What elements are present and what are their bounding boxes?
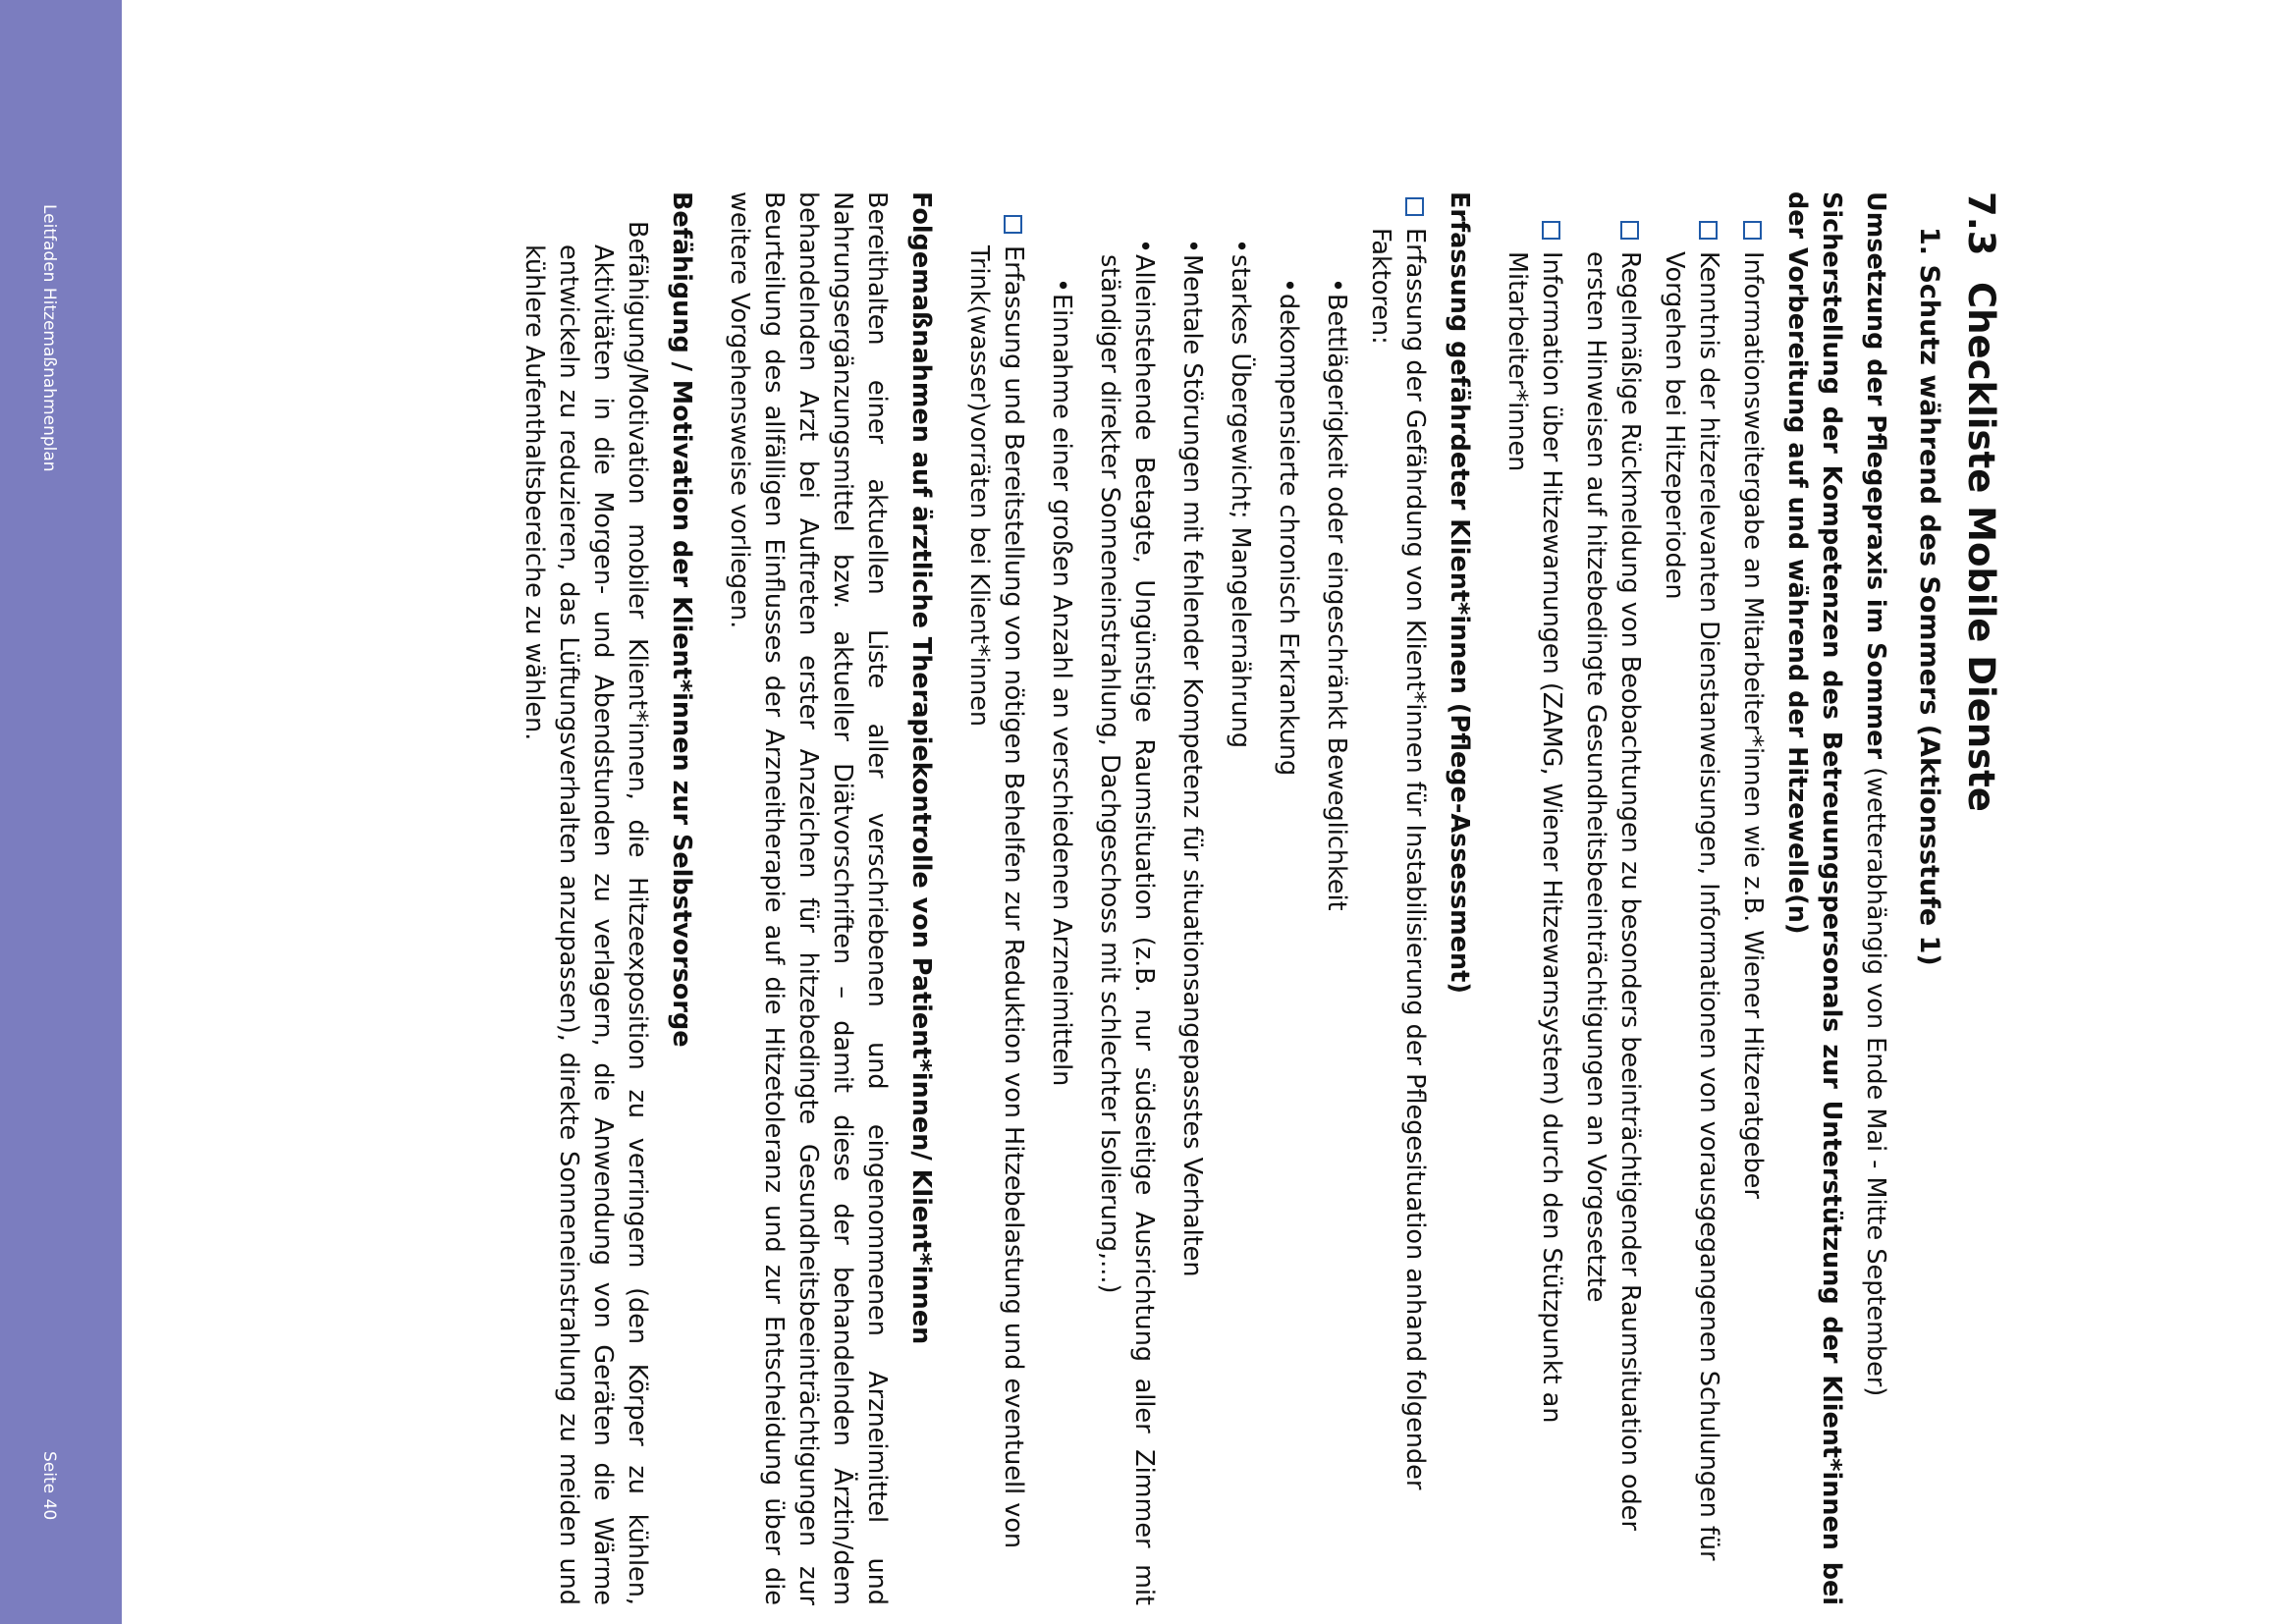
bullet-icon: • bbox=[1128, 239, 1159, 254]
subsection-title: 1. Schutz während des Sommers (Aktionsstufe 1) bbox=[1913, 227, 1944, 966]
bullet-icon: • bbox=[1046, 278, 1076, 294]
checklist-text: Regelmäßige Rückmeldung von Beobachtungen zu besonders beeinträchtigender Raumsituation oder ersten Hinweisen auf hitzebedingte Gesundheitsbeeinträchtigungen an Vorgesetzte bbox=[1580, 251, 1645, 1531]
checklist-text: Erfassung der Gefährdung von Klient*innen für Instabilisierung der Pflegesituation anhand folgender Faktoren: bbox=[1365, 228, 1430, 1490]
page-number: Seite 40 bbox=[39, 1451, 59, 1521]
bullet-icon: • bbox=[1321, 278, 1351, 294]
summer-line bbox=[1858, 191, 1892, 1605]
checklist-item bbox=[1363, 197, 1432, 1605]
checkbox-icon bbox=[1699, 221, 1718, 240]
bullet-item bbox=[1271, 278, 1305, 1605]
bullet-item bbox=[1319, 278, 1353, 1605]
bullet-item bbox=[1092, 239, 1161, 1605]
bullet-icon: • bbox=[1176, 239, 1207, 254]
checkbox-icon bbox=[1542, 221, 1560, 240]
risk-heading: Erfassung gefährdeter Klient*innen (Pflege-Assessment) bbox=[1444, 191, 1474, 995]
checklist-text: Erfassung und Bereitstellung von nötigen Behelfen zur Reduktion von Hitzebelastung und eventuell von Trink(wasser)vorräten bei Klient*innen bbox=[963, 245, 1028, 1549]
sidebar bbox=[0, 0, 122, 1624]
checkbox-icon bbox=[1620, 221, 1639, 240]
page-content bbox=[147, 191, 2003, 1605]
checklist-item bbox=[1657, 221, 1725, 1605]
bullet-icon: • bbox=[1273, 278, 1303, 294]
checklist-text: Kenntnis der hitzerelevanten Dienstanweisungen, Informationen von vorausgegangenen Schulungen für Vorgehen bei Hitzeperioden bbox=[1659, 251, 1723, 1561]
bullet-item bbox=[1223, 239, 1257, 1605]
bullet-text: dekompensierte chronisch Erkrankung bbox=[1273, 294, 1303, 777]
checklist-item bbox=[1735, 221, 1770, 1605]
checkbox-icon bbox=[1405, 197, 1424, 216]
checklist-text: Informationsweitergabe an Mitarbeiter*innen wie z.B. Wiener Hitzeratgeber bbox=[1737, 251, 1768, 1199]
bullet-text: Einnahme einer großen Anzahl an verschiedenen Arzneimitteln bbox=[1046, 294, 1076, 1087]
bullet-text: Alleinstehende Betagte, Ungünstige Raumsituation (z.B. nur südseitige Ausrichtung aller Zimmer mit ständiger direkter Sonneneinstrahlung, Dachgeschoss mit schlechter Isolierung,...) bbox=[1094, 254, 1159, 1605]
checklist-item bbox=[1578, 221, 1647, 1605]
bullet-text: Mentale Störungen mit fehlender Kompetenz für situationsangepasstes Verhalten bbox=[1176, 254, 1207, 1277]
competence-heading: Sicherstellung der Kompetenzen des Betreuungspersonals zur Unterstützung der Klient*innen bei der Vorbereitung auf und während der Hitzewelle(n) bbox=[1781, 191, 1846, 1605]
checkbox-icon bbox=[1004, 215, 1022, 234]
bullet-icon: • bbox=[1225, 239, 1255, 254]
checklist-text: Information über Hitzewarnungen (ZAMG, Wiener Hitzewarnsystem) durch den Stützpunkt an Mitarbeiter*innen bbox=[1502, 251, 1566, 1424]
bullet-item bbox=[1174, 239, 1209, 1605]
therapy-heading: Folgemaßnahmen auf ärztliche Therapiekontrolle von Patient*innen/ Klient*innen bbox=[905, 191, 936, 1345]
selfcare-heading: Befähigung / Motivation der Klient*innen zur Selbstvorsorge bbox=[666, 191, 696, 1048]
therapy-text: Bereithalten einer aktuellen Liste aller verschriebenen und eingenommenen Arzneimittel und Nahrungsergänzungsmittel bzw. aktueller Diätvorschriften – damit diese der behandelnden Ärztin/dem behandelnden Arzt bei Auftreten erster Anzeichen für hitzebedingte Gesundheitsbeeinträchtigungen zur Beurteilung des allfälligen Einflusses der Arzneitherapie auf die Hitzetoleranz und zur Entscheidung über die weitere Vorgehensweise vorliegen. bbox=[724, 191, 892, 1605]
summer-bold: Umsetzung der Pflegepraxis im Sommer bbox=[1860, 191, 1890, 760]
section-title: Checkliste Mobile Dienste bbox=[1960, 282, 2002, 812]
section-heading bbox=[1958, 191, 2003, 1605]
bullet-text: starkes Übergewicht; Mangelernährung bbox=[1225, 254, 1255, 749]
bullet-item bbox=[1044, 278, 1078, 1605]
checklist-item bbox=[961, 215, 1030, 1605]
checklist-item bbox=[1500, 221, 1568, 1605]
doc-title: Leitfaden Hitzemaßnahmenplan bbox=[39, 204, 59, 472]
summer-rest: (wetterabhängig von Ende Mai - Mitte September) bbox=[1860, 759, 1890, 1397]
checkbox-icon bbox=[1743, 221, 1762, 240]
section-number: 7.3 bbox=[1960, 191, 2002, 256]
selfcare-text: Befähigung/Motivation mobiler Klient*innen, die Hitzeexposition zu verringern (den Körper zu kühlen, Aktivitäten in die Morgen- und Abendstunden zu verlagern, die Anwendung von Geräten die Wärme entwickeln zu reduzieren, das Lüftungsverhalten anzupassen), direkte Sonneneinstrahlung zu meiden und kühlere Aufenthaltsbereiche zu wählen. bbox=[519, 221, 652, 1605]
bullet-text: Bettlägerigkeit oder eingeschränkt Beweglichkeit bbox=[1321, 294, 1351, 911]
